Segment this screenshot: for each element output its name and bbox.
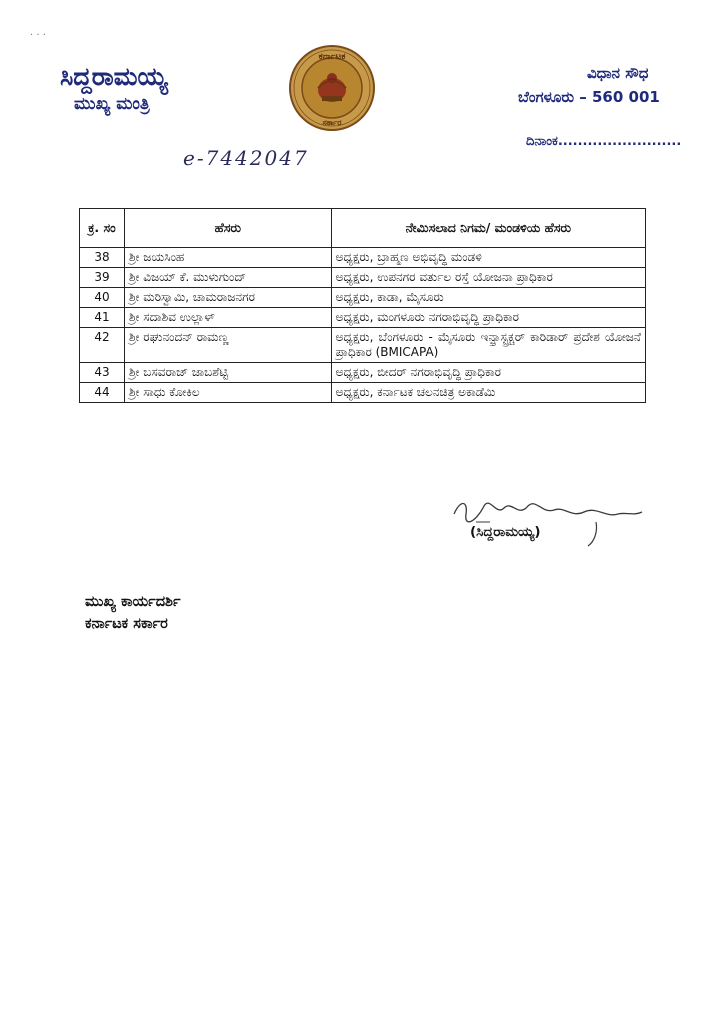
address-line2: ಬೆಂಗಳೂರು – 560 001: [518, 88, 660, 106]
cell-post: ಅಧ್ಯಕ್ಷರು, ಮಂಗಳೂರು ನಗರಾಭಿವೃದ್ಧಿ ಪ್ರಾಧಿಕಾರ: [331, 308, 645, 328]
cell-post: ಅಧ್ಯಕ್ಷರು, ಕರ್ನಾಟಕ ಚಲನಚಿತ್ರ ಅಕಾಡೆಮಿ: [331, 383, 645, 403]
cell-post: ಅಧ್ಯಕ್ಷರು, ಕಾಡಾ, ಮೈಸೂರು: [331, 288, 645, 308]
cell-serial: 40: [80, 288, 125, 308]
date-label: ದಿನಾಂಕ.........................: [526, 134, 682, 149]
cell-name: ಶ್ರೀ ಮರಿಸ್ವಾಮಿ, ಚಾಮರಾಜನಗರ: [124, 288, 331, 308]
signatory-name: (ಸಿದ್ದರಾಮಯ್ಯ): [470, 524, 541, 540]
cell-post: ಅಧ್ಯಕ್ಷರು, ಬ್ರಾಹ್ಮಣ ಅಭಿವೃದ್ಧಿ ಮಂಡಳಿ: [331, 248, 645, 268]
table-row: [80, 363, 646, 383]
table-row: [80, 248, 646, 268]
cell-post: ಅಧ್ಯಕ್ಷರು, ಬೆಂಗಳೂರು - ಮೈಸೂರು ಇನ್ಫ್ರಾಸ್ಟ್ರಕ್ಚರ್ ಕಾರಿಡಾರ್ ಪ್ರದೇಶ ಯೋಜನೆ ಪ್ರಾಧಿಕಾರ (BMICAPA): [331, 328, 645, 363]
table-row: [80, 288, 646, 308]
address-line1: ವಿಧಾನ ಸೌಧ: [587, 64, 649, 82]
cell-serial: 43: [80, 363, 125, 383]
cell-serial: 41: [80, 308, 125, 328]
appointments-table: [79, 208, 646, 403]
seal-text-bottom: ಸರ್ಕಾರ: [322, 118, 342, 127]
cell-post: ಅಧ್ಯಕ್ಷರು, ಬೀದರ್ ನಗರಾಭಿವೃದ್ಧಿ ಪ್ರಾಧಿಕಾರ: [331, 363, 645, 383]
scan-marks: · · ·: [30, 30, 46, 41]
handwritten-reference: e-7442047: [183, 146, 309, 170]
header-name: ಹೆಸರು: [124, 209, 331, 248]
cell-name: ಶ್ರೀ ಸದಾಶಿವ ಉಲ್ಲಾಳ್: [124, 308, 331, 328]
table-row: [80, 383, 646, 403]
karnataka-government-seal: [288, 44, 376, 132]
cell-serial: 44: [80, 383, 125, 403]
header-serial: ಕ್ರ. ಸಂ: [80, 209, 125, 248]
table-row: [80, 308, 646, 328]
cell-serial: 39: [80, 268, 125, 288]
addressee-title: ಮುಖ್ಯ ಕಾರ್ಯದರ್ಶಿ: [85, 594, 181, 610]
handwritten-signature: [446, 492, 646, 550]
addressee-organisation: ಕರ್ನಾಟಕ ಸರ್ಕಾರ: [85, 616, 168, 632]
sender-designation: ಮುಖ್ಯ ಮಂತ್ರಿ: [74, 94, 150, 114]
cell-post: ಅಧ್ಯಕ್ಷರು, ಉಪನಗರ ವರ್ತುಲ ರಸ್ತೆ ಯೋಜನಾ ಪ್ರಾಧಿಕಾರ: [331, 268, 645, 288]
cell-name: ಶ್ರೀ ರಘುನಂದನ್ ರಾಮಣ್ಣ: [124, 328, 331, 363]
cell-name: ಶ್ರೀ ಸಾಧು ಕೋಕಿಲ: [124, 383, 331, 403]
cell-name: ಶ್ರೀ ಜಯಸಿಂಹ: [124, 248, 331, 268]
sender-name: ಸಿದ್ದರಾಮಯ್ಯ: [60, 62, 168, 91]
seal-text-top: ಕರ್ನಾಟಕ: [318, 52, 346, 62]
table-row: [80, 328, 646, 363]
cell-serial: 42: [80, 328, 125, 363]
cell-name: ಶ್ರೀ ವಿಜಯ್ ಕೆ. ಮುಳುಗುಂದ್: [124, 268, 331, 288]
header-post: ನೇಮಿಸಲಾದ ನಿಗಮ/ ಮಂಡಳಿಯ ಹೆಸರು: [331, 209, 645, 248]
cell-name: ಶ್ರೀ ಬಸವರಾಜ್ ಜಾಬಶೆಟ್ಟಿ: [124, 363, 331, 383]
table-row: [80, 268, 646, 288]
cell-serial: 38: [80, 248, 125, 268]
table-header-row: [80, 209, 646, 248]
